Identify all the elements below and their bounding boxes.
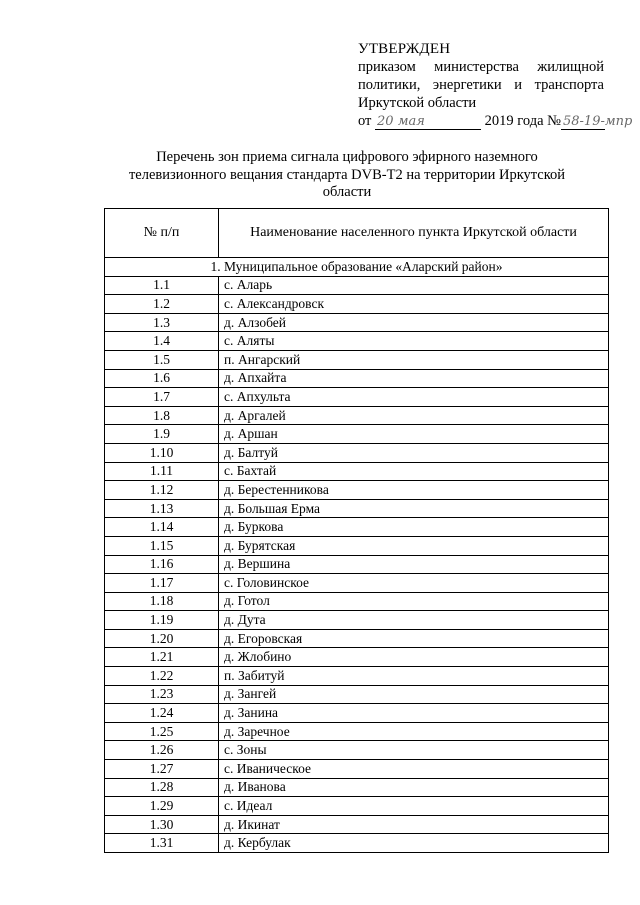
table-row — [105, 629, 609, 648]
table-row — [105, 332, 609, 351]
row-number: 1.24 — [105, 704, 219, 723]
settlement-name: д. Апхайта — [219, 369, 609, 388]
table-row — [105, 536, 609, 555]
row-number: 1.23 — [105, 685, 219, 704]
row-number: 1.16 — [105, 555, 219, 574]
table-row — [105, 741, 609, 760]
table-row — [105, 815, 609, 834]
table-row — [105, 276, 609, 295]
settlement-name: п. Ангарский — [219, 350, 609, 369]
table-row — [105, 499, 609, 518]
number-underline — [561, 114, 633, 130]
row-number: 1.25 — [105, 722, 219, 741]
settlement-name: п. Забитуй — [219, 667, 609, 686]
table-row — [105, 722, 609, 741]
table-row — [105, 778, 609, 797]
settlement-name: д. Алзобей — [219, 313, 609, 332]
settlement-name: д. Иванова — [219, 778, 609, 797]
row-number: 1.21 — [105, 648, 219, 667]
table-row — [105, 797, 609, 816]
row-number: 1.13 — [105, 499, 219, 518]
row-number: 1.15 — [105, 536, 219, 555]
row-number: 1.2 — [105, 295, 219, 314]
section-title: 1. Муниципальное образование «Аларский район» — [105, 258, 609, 277]
settlement-name: д. Егоровская — [219, 629, 609, 648]
table-row — [105, 481, 609, 500]
row-number: 1.4 — [105, 332, 219, 351]
date-underline — [375, 114, 481, 130]
row-number: 1.1 — [105, 276, 219, 295]
settlement-name: с. Идеал — [219, 797, 609, 816]
row-number: 1.6 — [105, 369, 219, 388]
table-body — [105, 258, 609, 853]
table-row — [105, 760, 609, 779]
date-prefix: от — [358, 113, 372, 129]
settlement-name: д. Жлобино — [219, 648, 609, 667]
table-row — [105, 648, 609, 667]
year-text: 2019 года № — [484, 113, 561, 129]
table-row — [105, 462, 609, 481]
settlement-name: д. Берестенникова — [219, 481, 609, 500]
settlement-name: д. Большая Ерма — [219, 499, 609, 518]
table-row — [105, 555, 609, 574]
settlement-name: д. Аргалей — [219, 406, 609, 425]
row-number: 1.20 — [105, 629, 219, 648]
settlement-name: с. Аларь — [219, 276, 609, 295]
approval-heading: УТВЕРЖДЕН — [358, 41, 451, 57]
settlement-name: д. Кербулак — [219, 834, 609, 853]
settlement-name: д. Готол — [219, 592, 609, 611]
settlement-name: д. Занина — [219, 704, 609, 723]
table-row — [105, 369, 609, 388]
row-number: 1.19 — [105, 611, 219, 630]
row-number: 1.7 — [105, 388, 219, 407]
row-number: 1.18 — [105, 592, 219, 611]
table-row — [105, 592, 609, 611]
row-number: 1.22 — [105, 667, 219, 686]
row-number: 1.28 — [105, 778, 219, 797]
settlement-name: д. Балтуй — [219, 443, 609, 462]
table-row — [105, 313, 609, 332]
settlement-name: д. Дута — [219, 611, 609, 630]
settlement-name: д. Бурятская — [219, 536, 609, 555]
settlement-name: с. Аляты — [219, 332, 609, 351]
settlement-name: с. Зоны — [219, 741, 609, 760]
row-number: 1.10 — [105, 443, 219, 462]
row-number: 1.8 — [105, 406, 219, 425]
row-number: 1.26 — [105, 741, 219, 760]
table-row — [105, 425, 609, 444]
header-name: Наименование населенного пункта Иркутской области — [219, 209, 609, 258]
settlement-name: д. Икинат — [219, 815, 609, 834]
settlement-name: д. Аршан — [219, 425, 609, 444]
approval-block — [358, 40, 633, 130]
table-row — [105, 388, 609, 407]
table-row — [105, 667, 609, 686]
row-number: 1.9 — [105, 425, 219, 444]
row-number: 1.29 — [105, 797, 219, 816]
row-number: 1.27 — [105, 760, 219, 779]
header-number: № п/п — [105, 209, 219, 258]
row-number: 1.17 — [105, 574, 219, 593]
settlement-name: д. Буркова — [219, 518, 609, 537]
table-row — [105, 518, 609, 537]
row-number: 1.3 — [105, 313, 219, 332]
row-number: 1.14 — [105, 518, 219, 537]
row-number: 1.12 — [105, 481, 219, 500]
section-row — [105, 258, 609, 277]
settlement-name: с. Александровск — [219, 295, 609, 314]
settlement-name: с. Иваническое — [219, 760, 609, 779]
row-number: 1.30 — [105, 815, 219, 834]
document-title: Перечень зон приема сигнала цифрового эфирного наземного телевизионного вещания стандарта DVB-T2 на территории Иркутской области — [128, 149, 566, 200]
settlement-name: с. Бахтай — [219, 462, 609, 481]
table-row — [105, 704, 609, 723]
settlements-table — [104, 208, 609, 853]
settlement-name: д. Заречное — [219, 722, 609, 741]
table-row — [105, 406, 609, 425]
table-row — [105, 611, 609, 630]
table-row — [105, 834, 609, 853]
handwritten-date: 20 мая — [377, 114, 425, 129]
settlement-name: с. Апхульта — [219, 388, 609, 407]
table-row — [105, 685, 609, 704]
settlement-name: с. Головинское — [219, 574, 609, 593]
approval-date-line — [358, 112, 633, 130]
table-row — [105, 295, 609, 314]
approval-line-2: политики, энергетики и транспорта — [358, 77, 604, 93]
row-number: 1.11 — [105, 462, 219, 481]
approval-line-3: Иркутской области — [358, 95, 477, 111]
settlement-name: д. Вершина — [219, 555, 609, 574]
approval-line-1: приказом министерства жилищной — [358, 59, 604, 75]
table-row — [105, 574, 609, 593]
settlement-name: д. Зангей — [219, 685, 609, 704]
table-row — [105, 443, 609, 462]
row-number: 1.31 — [105, 834, 219, 853]
table-header-row — [105, 209, 609, 258]
table-row — [105, 350, 609, 369]
row-number: 1.5 — [105, 350, 219, 369]
handwritten-number: 58-19-мпр — [562, 114, 633, 129]
